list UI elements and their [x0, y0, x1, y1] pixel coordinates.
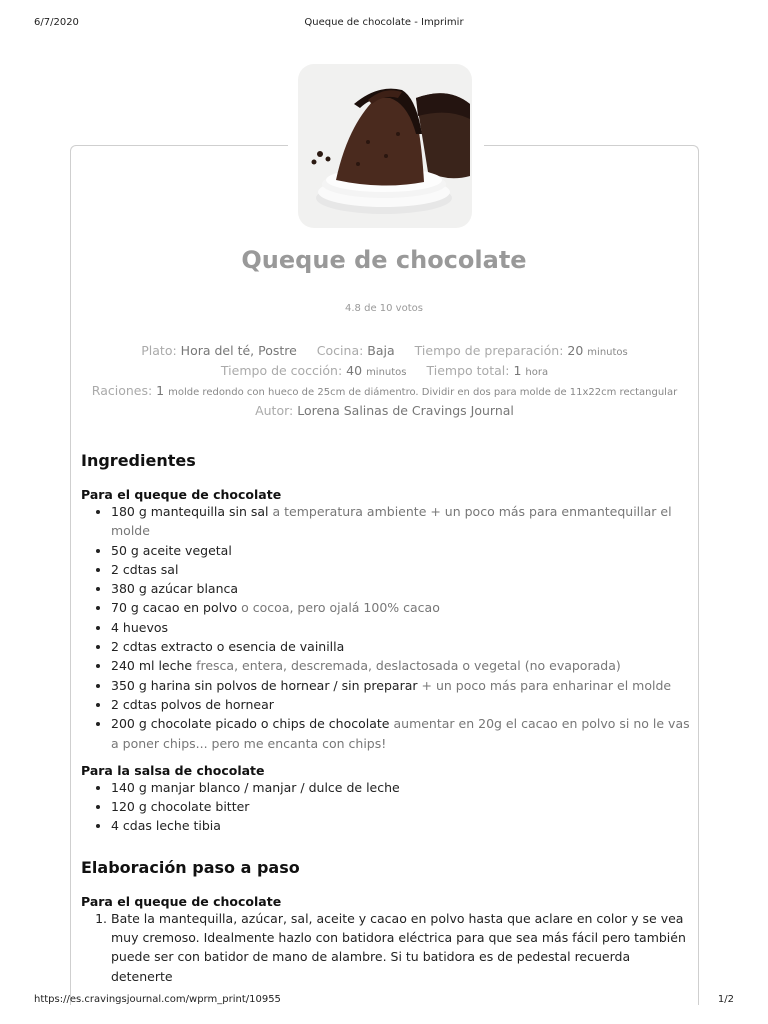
page-number: 1/2	[717, 994, 734, 1005]
cocina-label: Cocina:	[316, 343, 364, 358]
ingredient-note: a temperatura ambiente + un poco más para enmantequillar el molde	[111, 504, 672, 539]
ingredient-text: 350 g harina sin polvos de hornear / sin preparar	[111, 677, 418, 693]
prep-time-unit: minutos	[587, 347, 628, 358]
print-url: https://es.cravingsjournal.com/wprm_print/10955	[34, 994, 281, 1005]
author-label: Autor:	[255, 403, 294, 418]
recipe-content	[81, 446, 691, 986]
ingredient-group-title: Para la salsa de chocolate	[81, 762, 265, 778]
ingredients-heading: Ingredientes	[81, 451, 196, 470]
ingredient-text: 2 cdtas sal	[111, 561, 179, 577]
ingredient-item	[111, 656, 691, 675]
ingredient-text: 380 g azúcar blanca	[111, 581, 239, 597]
ingredient-text: 4 huevos	[111, 619, 169, 635]
ingredient-text: 2 cdtas extracto o esencia de vainilla	[111, 639, 345, 655]
ingredient-text: 140 g manjar blanco / manjar / dulce de leche	[111, 779, 400, 795]
plato-label: Plato:	[141, 343, 177, 358]
print-date: 6/7/2020	[34, 17, 79, 28]
ingredient-text: 50 g aceite vegetal	[111, 542, 232, 558]
total-time-label: Tiempo total:	[426, 363, 510, 378]
ingredient-item	[111, 676, 691, 695]
ingredient-note: aumentar en 20g el cacao en polvo si no le vas a poner chips... pero me encanta con chips!	[111, 716, 690, 751]
ingredient-item	[111, 797, 691, 816]
cocina-value: Baja	[367, 343, 395, 358]
ingredient-item	[111, 560, 691, 579]
ingredient-text: 70 g cacao en polvo	[111, 600, 238, 616]
servings-label: Raciones:	[91, 383, 153, 398]
ingredient-text: 2 cdtas polvos de hornear	[111, 696, 274, 712]
recipe-photo	[298, 64, 472, 228]
ingredient-item	[111, 637, 691, 656]
ingredient-text: 180 g mantequilla sin sal	[111, 504, 269, 519]
instruction-step: 1. Bate la mantequilla, azúcar, sal, aceite y cacao en polvo hasta que aclare en color y se vea muy cremoso. Idealmente hazlo con batidora eléctrica para que sea más fácil pero también puede ser con batidor de mano de alambre. Si tu batidora es de pedestal recuerda detenerte	[111, 909, 691, 986]
recipe-rating: 4.8 de 10 votos	[345, 303, 423, 314]
ingredient-list	[81, 778, 691, 836]
instruction-group-title: Para el queque de chocolate	[81, 893, 282, 909]
ingredient-item	[111, 618, 691, 637]
cook-time-value: 40	[346, 363, 363, 378]
instruction-list	[81, 909, 691, 986]
author-value: Lorena Salinas de Cravings Journal	[297, 403, 514, 418]
total-time-value: 1	[513, 363, 522, 378]
prep-time-value: 20	[567, 343, 584, 358]
servings-unit: molde redondo con hueco de 25cm de diámentro. Dividir en dos para molde de 11x22cm rectangular	[168, 387, 678, 398]
ingredient-text: 200 g chocolate picado o chips de chocolate	[111, 716, 390, 732]
cook-time-unit: minutos	[366, 367, 407, 378]
ingredient-item	[111, 778, 691, 797]
ingredient-group-title: Para el queque de chocolate	[81, 487, 282, 502]
ingredient-item	[111, 714, 691, 753]
prep-time-label: Tiempo de preparación:	[414, 343, 564, 358]
meta-row-author	[70, 403, 699, 418]
meta-row-servings	[70, 383, 699, 398]
cook-time-label: Tiempo de cocción:	[220, 363, 343, 378]
ingredient-item	[111, 541, 691, 560]
ingredient-item	[111, 695, 691, 714]
meta-row-times	[70, 363, 699, 378]
instructions-heading: Elaboración paso a paso	[81, 857, 300, 877]
ingredient-item	[111, 598, 691, 617]
servings-value: 1	[156, 383, 165, 398]
ingredient-text: 240 ml leche	[111, 658, 193, 674]
ingredient-text: 120 g chocolate bitter	[111, 799, 250, 815]
print-title: Queque de chocolate - Imprimir	[304, 17, 464, 28]
ingredient-text: 4 cdas leche tibia	[111, 818, 221, 834]
ingredient-note: fresca, entera, descremada, deslactosada o vegetal (no evaporada)	[196, 658, 621, 674]
ingredient-list	[81, 502, 691, 753]
ingredient-note: + un poco más para enharinar el molde	[421, 677, 672, 693]
plato-value: Hora del té, Postre	[180, 343, 297, 358]
ingredient-item	[111, 579, 691, 598]
total-time-unit: hora	[525, 367, 549, 378]
ingredient-item	[111, 502, 691, 541]
recipe-title: Queque de chocolate	[241, 246, 527, 274]
ingredient-item	[111, 816, 691, 835]
meta-row-course	[70, 343, 699, 358]
ingredient-note: o cocoa, pero ojalá 100% cacao	[241, 600, 440, 616]
